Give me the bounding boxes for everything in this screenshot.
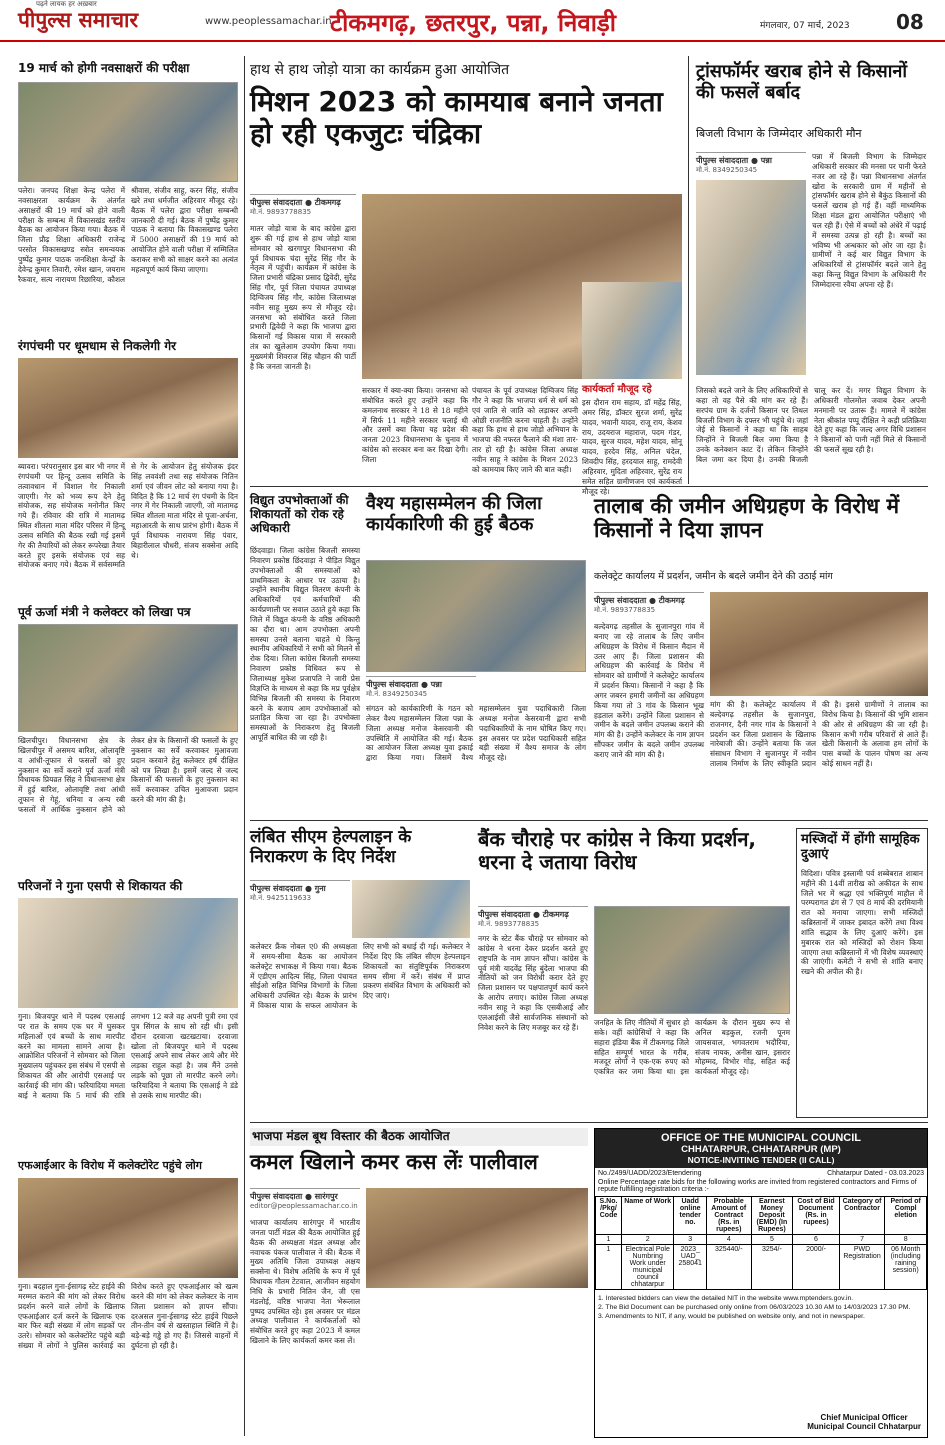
story-body: विदिशा। पवित्र इस्लामी पर्व शब्बेबरात शाबान महीने की 14वीं तारीख को अकीदत के साथ जिले भर में श्रद्धा एवं भक्तिपूर्ण माहौल में परम्परागत ढंग से 7 एवं 8 मार्च की दरमियानी रात को मनाया जाएगा। सभी मस्जिदों कब्रिस्तानों में जाकर इबादत करेंगे तथा विश्व शांति सद्भाव के लिए दुआएं करेंगे। इस मुबारक रात को मस्जिदों को रोशन किया जाएगा तथा कब्रिस्तानों में भी विशेष व्यवस्थाएं की जाएंगी। कमेटी ने सभी से शांति बनाए रखने की अपील की है। [801, 868, 923, 977]
byline: पीपुल्स संवाददाता ● पन्ना [366, 676, 476, 690]
story-heading: वैश्य महासम्मेलन की जिला कार्यकारिणी की हुई बैठक [366, 493, 542, 535]
table-cell: 2023_ UAD_ 258041 [674, 1245, 707, 1290]
lead-kicker: हाथ से हाथ जोड़ो यात्रा का कार्यक्रम हुआ आयोजित [250, 62, 510, 78]
tender-table [595, 1196, 927, 1290]
story-heading: विद्युत उपभोक्ताओं की शिकायतों को रोक रहे अधिकारी [250, 493, 349, 535]
col-number: 7 [839, 1235, 885, 1245]
story-kicker: भाजपा मंडल बूथ विस्तार की बैठक आयोजित [250, 1128, 588, 1146]
edition-cities: टीकमगढ़, छतरपुर, पन्ना, निवाड़ी [330, 9, 616, 37]
tender-ref: No./2499/UADD/2023/Etendering [598, 1170, 702, 1177]
newspaper-logo: पढ़ने लायक हर अख़बार पीपुल्स समाचार [18, 0, 139, 32]
story-body: गुना। बिजयपुर थाने में पदस्थ एसआई पर रात के समय एक घर में घुसकर महिलाओं एवं बच्चों के साथ मारपीट करने का मामला सामने आया है। आक्रोशित परिजनों ने सोमवार को जिला मुख्यालय पहुंचकर इस संबंध में एसपी से शिकायत की और आरोपी एसआई पर कार्रवाई की मांग की। फरियादिया ममता बाई ने बताया कि 5 मार्च की रात्रि लगभग 12 बजे वह अपनी पुत्री रमा एवं पुत्र सिंगल के साथ सो रही थी। इसी दौरान दरवाजा खटखटाया। दरवाजा खोला तो बिजयपुर थाने में पदस्थ एसआई अपने साथ लेकर आये और मेरे लड़का राहुल कहां है। जब मैंने उनसे लड़के को पूछा तो मारपीट करने लगे। फरियादिया ने बताया कि एसआई ने डंडे से उसके साथ मारपीट की। [18, 1012, 238, 1100]
story-heading: कमल खिलाने कमर कस लेंः पालीवाल [250, 1150, 538, 1174]
story-body: कलेक्टर फ्रैंक नोबल ए0 की अध्यक्षता में समय-सीमा बैठक का आयोजन कलेक्ट्रेट सभाकक्ष में किया गया। बैठक में एडीएम आदित्य सिंह, जिला पंचायत सीईओ सहित विभिन्न विभागों के जिला अधिकारी उपस्थित रहे। बैठक के प्रारंभ में विकास यात्रा के सफल आयोजन के लिए सभी को बधाई दी गई। कलेक्टर ने निर्देश दिए कि लंबित सीएम हेल्पलाइन शिकायतों का संतुष्टिपूर्वक निराकरण समय सीमा में करें। संबंध में प्राप्त प्रकरण संबंधित विभाग के अधिकारी को दिए जाएं। [250, 942, 470, 1011]
story-body: सरकार में क्या-क्या किया। जनसभा को संबोधित करते हुए उन्होंने कहा कि कमलनाथ सरकार ने 18 से 18 महीने में सिर्फ 11 महीने सरकार चलाई थी और उसमें क्या किया यह प्रदेश की जनता 2023 विधानसभा के चुनाव में कांग्रेस को सरकार बना कर दिखा देगी। जिला [362, 386, 468, 464]
byline: पीपुल्स संवाददाता ● टीकमगढ़ [478, 906, 588, 920]
col-number: 1 [596, 1235, 622, 1245]
lead-photo-stage [582, 282, 682, 379]
story-body: इस दौरान राम सहाय, डॉ महेंद्र सिंह, अमर सिंह, डॉक्टर सुरज शर्मा, सुरेंद्र यादव, भवानी यादव, राजू राय, केशव राय, उदयराज महाराज, पदम गंडर, यादव, सुरज यादव, महेश यादव, सोनू यादव, हरदेव सिंह, अनिल चंदेल, शिवदीप सिंह, हरदयाल साहू, रामदेवी अहिरवार, मुदिता अहिरवार, सुरेंद्र राय समेत सहित ग्रामीणजन एवं कार्यकर्ता मौजूद रहे। [582, 398, 682, 496]
story-heading: एफआईआर के विरोध में कलेक्टोरेट पहुंचे लोग [18, 1159, 202, 1172]
tender-title: NOTICE-INVITING TENDER (II CALL) [687, 1155, 835, 1165]
col-header: Name of Work [621, 1197, 673, 1235]
story-photo [594, 906, 790, 1014]
story-body: संगठन को कार्यकारिणी के गठन को लेकर वैश्य महासम्मेलन जिला पन्ना के जिला अध्यक्ष मनोज केसरवानी की उपस्थिति में आयोजित की गई। बैठक का आयोजन जिला अध्यक्ष युवा इकाई द्वारा किया गया। जिसमें वैश्य महासम्मेलन युवा पदाधिकारी जिला अध्यक्ष मनोज केसरवानी द्वारा सभी पदाधिकारियों के नाम घोषित किए गए। इस अवसर पर प्रदेश पदाधिकारी सहित बड़ी संख्या में वैश्य समाज के लोग मौजूद रहे। [366, 704, 586, 763]
reporter-mobile: मो.नं. 8349250345 [696, 166, 758, 174]
table-cell: 3254/- [751, 1245, 793, 1290]
story-body: मातर जोड़ो यात्रा के बाद कांग्रेस द्वारा शुरू की गई हाथ से हाथ जोड़ो यात्रा सोमवार को खरगापुर विधानसभा की पूर्व विधायक चंदा सुरेंद्र सिंह गौर के नेतृत्व में पहुंची। कार्यक्रम में कांग्रेस के जिला प्रभारी चंद्रिका प्रसाद द्विवेदी, सुरेंद्र सिंह गौर, पूर्व जिला पंचायत उपाध्यक्ष दिग्विजय सिंह गौर, कांग्रेस जिलाध्यक्ष नवीन साहू मुख्य रूप से मौजूद रहे। जनसभा को संबोधित करते जिला प्रभारी द्विवेदी ने कहा कि भाजपा द्वारा किसानों गई विकास यात्रा में सरकारी तंत्र का खुलेआम उपयोग किया गया। मुख्यमंत्री शिवराज सिंह चौहान की पार्टी है कि जनता जानती है। [250, 224, 356, 371]
table-cell: Electrical Pole Numbring Work under municipal council chhatarpur [621, 1245, 673, 1290]
story-photo [710, 592, 928, 696]
story-body: पन्ना में बिजली विभाग के जिम्मेदार अधिकारी सरकार की मनसा पर पानी फेरते नजर आ रहे हैं। पन्ना विधानसभा अंतर्गत खोरा के सरकारी ग्राम में महीनों से ट्रांसफॉर्मर खराब होने से बैकुंठ किसानों की फसलें खराब हो गई हैं। वहीं माध्यमिक शिक्षा मंडल द्वारा आयोजित परीक्षाएं भी चल रही हैं। ऐसे में बच्चों को अंधेरे में पढ़ाई में समस्या उत्पन्न हो रही है। बच्चों का भविष्य भी अन्धकार को ओर जा रहा है। ग्रामीणों ने कई बार विद्युत विभाग के अधिकारियों से ट्रांसफॉर्मर बदले जाने हेतु कहा किन्तु विद्युत विभाग के अधिकारी गैर जिम्मेदारना रवैया अपना रहे हैं। [812, 152, 926, 289]
column-divider [244, 56, 245, 1436]
col-header: Category of Contractor [839, 1197, 885, 1235]
reporter-mobile: मो.नं. 9893778835 [478, 920, 540, 928]
row-divider [250, 1122, 928, 1123]
story-body: पलेरा। जनपद शिक्षा केन्द्र पलेरा में नवसाक्षरता कार्यक्रम के अंतर्गत असाक्षरों की 19 मार्च को होने वाली परीक्षा के सम्बन्ध में विकासखंड स्तरीय बैठक का आयोजन किया गया। बैठक में जिला प्रौढ़ शिक्षा अधिकारी राजेन्द्र परसोत विकासखण्ड स्त्रोत समन्वयक पुष्पेंद्र कुमार पाठक जनशिक्षा केन्द्रों के देवेन्द्र कुमार तिवारी, रमेश खान, जयराम रैकवार, सत्य नारायण रिछारिया, कौशल श्रीवास, संजीव साहू, करन सिंह, संजीव खरे तथा धर्मजीत अहिरवार मौजूद रहे। बैठक में पलेरा द्वारा परीक्षा सम्बन्धी जानकारी दी गई। बैठक में पुष्पेंद्र कुमार पाठक ने बताया कि विकासखण्ड पलेरा में 5000 असाक्षरों की 19 मार्च को आयोजित होने वाली परीक्षा में सम्मिलित कराकर सभी को साक्षर करने का अत्यंत महत्वपूर्ण कार्य किया जाएगा। [18, 186, 238, 284]
story-heading: रंगपंचमी पर धूमधाम से निकलेगी गेर [18, 339, 176, 353]
col-header: Cost of Bid Document (Rs. in rupees) [793, 1197, 840, 1235]
col-header: Period of Compl eletion [885, 1197, 927, 1235]
tender-city: CHHATARPUR, CHHATARPUR (MP) [681, 1144, 841, 1155]
col-number: 5 [751, 1235, 793, 1245]
story-photo [352, 880, 470, 938]
tender-note: 1. Interested bidders can view the detailed NIT in the website www.mptenders.gov.in. [598, 1295, 854, 1302]
story-body: जिसको बदले जाने के लिए अधिकारियों से कहा तो वह पैसे की मांग कर रहे हैं। सरपंच ग्राम के दर्जनों किसान पर तिथल बिजली विभाग के दफ्तर भी पहुंचे थे। जहां जेई से किसानों ने कहा था कि साहब जिन्होंने ने बिजली बिल जमा किया है उनके कनेक्शन काट दें। लेकिन जिन्होंने बिल जमा कर दिया है। उनकी बिजली चालू कर दें। मगर विद्युत विभाग के अधिकारी गोलमोल जवाब देकर अपनी मनमानी पर उतारू हैं। मामले में कांग्रेस नेता श्रीकांत पप्पू दीक्षित ने कड़ी प्रतिक्रिया देते हुए कहा कि जल्द अगर विधि प्रशासन ने किसानों को पानी नहीं मिले से किसानों की फसलें सूख रही है। [696, 386, 926, 464]
story-body: पंचायत के पूर्व उपाध्यक्ष दिग्विजय सिंह गौर ने कहा कि भाजपा धर्म से धर्म को एवं जाति से जाति को लड़ाकर अपनी ओछी राजनीति करना चाहती है। उन्होंने कहा कि हाथ से हाथ जोड़ो अभियान के भाजपा की नफरत फैलाने की मंशा तार-तार हो रही है। कांग्रेस जिला अध्यक्ष नवीन साहू ने कांग्रेस के मिशन 2023 को कामयाब किए जाने की बात कही। [472, 386, 578, 474]
table-cell: 1 [596, 1245, 622, 1290]
subheading: कार्यकर्ता मौजूद रहे [582, 384, 652, 395]
story-photo [18, 898, 238, 1008]
tender-notice [594, 1128, 928, 1438]
col-number: 6 [793, 1235, 840, 1245]
story-body: मांग की है। कलेक्ट्रेट कार्यालय में बल्देवगढ़ तहसील के सुजानपुरा, राजनगर, दैनी नगर गांव के किसानों ने प्रदर्शन कर जिला प्रशासन के खिलाफ नारेबाजी की। उन्होंने बताया कि जल संसाधन विभाग ने सुजानपुर में नवीन तालाब निर्माण के लिए स्वीकृति प्रदान की है। इससे ग्रामीणों ने तालाब का विरोध किया है। किसानों की भूमि शासन की ओर से अधिग्रहण की जा रही है। किसान कभी गरीब परिवारों से आते हैं। खेती किसानी के अलावा हम लोगों के पास बच्चों के पालन पोषण का अन्य कोई साधन नहीं है। [710, 700, 928, 769]
lead-headline: मिशन 2023 को कामयाब बनाने जनता हो रही एकजुटः चंद्रिका [250, 85, 663, 151]
story-body: खिलचीपुर। विधानसभा क्षेत्र के खिलचीपुर में असमय बारिश, ओलावृष्टि व आंधी-तूफान से फसलों को हुए नुकसान का सर्वे कराने पूर्व ऊर्जा मंत्री विधायक प्रियव्रत सिंह ने विधानसभा क्षेत्र में हुई बारिश, ओलावृष्टि तथा आंधी तूफान से गेहूं, धनिया व अन्य रबी फसलों में आर्थिक नुकसान होने को लेकर क्षेत्र के किसानों की फसलों के हुए नुकसान का सर्वे करवाकर मुआवजा प्रदान करवाने हेतु कलेक्टर हर्ष दीक्षित को पत्र लिखा है। इसमें जल्द से जल्द किसानों की फसलों के हुए नुकसान का सर्वे करवाकर उचित मुआवजा प्रदान करने की मांग की है। [18, 736, 238, 814]
story-body: भाजपा कार्यालय सारंगपुर में भारतीय जनता पार्टी मंडल की बैठक आयोजित हुई बैठक की अध्यक्षता मंडल अध्यक्ष और नवाचक पंकज पालीवाल ने की। बैठक में मुख्य अतिथि जिला उपाध्यक्ष अक्षय सक्सेना थे। विशेष अतिथि के रूप में पूर्व विधायक गौतम टेटवाल, आजीवन सहयोग निधि के प्रभारी नितिन जैन, जी एस मंडलोई, वरिष्ठ भाजपा नेता भेरूलाल पुष्पद उपस्थित रहे। इस अवसर पर मंडल अध्यक्ष पालीवाल ने कार्यकर्ताओं को संबोधित करते हुए कहा 2023 में कमल खिलाने के लिए कार्यकर्ता कमर कस लें। [250, 1218, 360, 1346]
story-body: जनहित के लिए नीतियों में सुधार हो सके। वहीं कांग्रेसियों ने कहा कि सहारा इंडिया बैंक में टीकमगढ़ जिले सहित सम्पूर्ण भारत के गरीब, मजदूर लोगों ने एक-एक रुपए को एकत्रित कर जमा किया था। इस कार्यक्रम के दौरान मुख्य रूप से अनिल बड़कुल, रजनी पूनम जायसवाल, भगवतराम भदौरिया, संजय नायक, अनीस खान, इसरार मोहम्मद, विभोर गोड़, सहित कई कार्यकर्ता मौजूद रहे। [594, 1018, 790, 1077]
story-heading: 19 मार्च को होगी नवसाक्षरों की परीक्षा [18, 61, 190, 75]
story-subheading: कलेक्ट्रेट कार्यालय में प्रदर्शन, जमीन के बदले जमीन देने की उठाई मांग [594, 571, 833, 582]
byline: पीपुल्स संवाददाता ● टीकमगढ़ [594, 592, 704, 606]
story-heading: ट्रांसफॉर्मर खराब होने से किसानों की फसलें बर्बाद [696, 61, 908, 103]
byline: पीपुल्स संवाददाता ● सारंगपुर [250, 1188, 360, 1202]
reporter-mobile: मो.नं. 9425119633 [250, 894, 312, 902]
col-number: 3 [674, 1235, 707, 1245]
page-number: 08 [896, 10, 924, 34]
story-heading: बैंक चौराहे पर कांग्रेस ने किया प्रदर्शन, धरना दे जताया विरोध [478, 827, 757, 874]
column-divider [688, 56, 689, 484]
issue-date: मंगलवार, 07 मार्च, 2023 [760, 21, 850, 31]
story-heading: परिजनों ने गुना एसपी से शिकायत की [18, 879, 183, 893]
story-heading: पूर्व ऊर्जा मंत्री ने कलेक्टर को लिखा पत्र [18, 605, 191, 619]
story-body: छिंदवाड़ा। जिला कांग्रेस बिजली समस्या निवारण प्रकोष्ठ छिंदवाड़ा ने पीड़ित विद्युत उपभोक्ताओं की समस्याओं को प्राथमिकता के आधार पर उठाया है। उन्होंने स्थानीय विद्युत वितरण कंपनी के अधिकारियों एवं कर्मचारियों की कार्यप्रणाली पर सवाल उठाते हुये कहा कि जिले में विद्युत कंपनी के वरिष्ठ अधिकारी का दौरा था। आम उपभोक्ता अपनी समस्या उनसे बताना चाहते थे किन्तु स्थानीय अधिकारियों ने सभी को मिलने से रोक दिया। जिला कांग्रेस बिजली समस्या निवारण प्रकोष्ठ विधिवत रूप से जिलाध्यक्ष मुकेश प्रजापति ने जारी प्रेस विज्ञप्ति के माध्यम से कहा कि मप्र पूर्वक्षेत्र विभिन्न बिजली की समस्या के निवारण करने के बजाय आम उपभोक्ताओं को प्रताड़ित किया जा रहा है। उपभोक्ता समस्याओं के निराकरण हेतु बिजली आपूर्ति बाधित की जा रही है। [250, 546, 360, 743]
col-header: Probable Amount of Contract (Rs. in rupees) [707, 1197, 752, 1235]
table-cell: PWD Registration [839, 1245, 885, 1290]
table-cell: 2000/- [793, 1245, 840, 1290]
col-header: S.No. /Pkg/ Code [596, 1197, 622, 1235]
story-body: गुना। बदहाल गुना-ईसागढ़ स्टेट हाईवे की मरम्मत कराने की मांग को लेकर विरोध प्रदर्शन करने वाले लोगों के खिलाफ एफआईआर दर्ज करने के खिलाफ एक बार फिर बड़ी संख्या में लोग सड़कों पर उतरे। सोमवार को कलेक्टोरेट पहुंचे बड़ी संख्या में लोगों ने पुलिस कार्रवाई का विरोध करते हुए एफआईआर को खत्म करने की मांग को लेकर कलेक्टर के नाम जिला प्रशासन को ज्ञापन सौंपा। दरअसल गुना-ईसागढ़ स्टेट हाईवे पिछले तीन-तीन वर्ष से खस्ताहाल स्थिति में है। बड़े-बड़े गड्ढे हो गए हैं। जिससे वाहनों में दुर्घटना हो रही है। [18, 1282, 238, 1351]
tender-note: 3. Amendments to NIT, if any, would be published on website only, and not in newspaper. [598, 1313, 865, 1321]
story-subheading: बिजली विभाग के जिम्मेदार अधिकारी मौन [696, 127, 862, 140]
tender-intro: Online Percentage rate bids for the following works are invited from registered contractors and Firms of repute fulfilling registration criteria :- [598, 1179, 917, 1193]
masthead [0, 0, 945, 42]
story-photo-transformer [696, 180, 806, 375]
reporter-mobile: मो.नं. 9893778835 [594, 606, 656, 614]
story-photo [18, 82, 238, 182]
reporter-mobile: मो.नं. 8349250345 [366, 690, 428, 698]
tender-office: OFFICE OF THE MUNICIPAL COUNCIL [660, 1132, 862, 1144]
masjid-box [796, 828, 928, 1118]
logo-tagline: पढ़ने लायक हर अख़बार [36, 0, 97, 8]
story-body: ब्यावरा। परंपरानुसार इस बार भी नगर में रंगपंचमी पर हिन्दू उत्सव समिति के तत्वावधान में विशाल गेर निकाली जाएगी। गेर को भव्य रूप देने हेतु संयोजक, सह संयोजक मनोनीत किए गये हैं। रविवार की रात्रि में मातामढ़ स्थित शीतला माता मंदिर परिसर में हिन्दू उत्सव समिति की बैठक रखी गई इसमें गेर की तैयारियों को लेकर रूपरेखा तैयार करते हुए इसके संयोजक एवं सह संयोजक बनाए गये। बैठक में सर्वसम्मति से गेर के आयोजन हेतु संयोजक इंदर सिंह लववंशी तथा सह संयोजक नितिन शर्मा एवं जीवन लोट को बनाया गया है। विदित है कि 12 मार्च रंग पंचमी के दिन नगर में गेर निकाली जाएगी, जो मातामढ़ स्थित शीतला माता मंदिर से पूजा-अर्चना, महाआरती के साथ प्रारंभ होगी। बैठक में पूर्व विधायक नारायण सिंह पंवार, बिहारीलाल चौधरी, संजय सक्सेना आदि थे। [18, 462, 238, 570]
story-photo [18, 358, 238, 458]
reporter-email[interactable]: editor@peoplessamachar.co.in [250, 1202, 358, 1210]
col-number: 4 [707, 1235, 752, 1245]
tender-signatory: Chief Municipal Officer [820, 1413, 908, 1422]
website-url[interactable]: www.peoplessamachar.in [205, 16, 332, 27]
story-body: नगर के स्टेट बैंक चौराहे पर सोमवार को कांग्रेस ने धरना देकर प्रदर्शन करते हुए राष्ट्रपति के नाम ज्ञापन सौंपा। कांग्रेस के पूर्व मंत्री यादवेंद्र सिंह बुंदेला भाजपा की नीतियों को जन विरोधी करार देते हुए जिला प्रशासन पर पक्षपातपूर्ण कार्य करने के आरोप लगाए। कांग्रेस जिला अध्यक्ष नवीन साहू ने कहा कि एसबीआई और एलआईसी जैसे सार्वजनिक संस्थानों को निवेश करने के लिए मजबूर कर रहे हैं। [478, 934, 588, 1032]
tender-signatory-office: Municipal Council Chhatarpur [807, 1422, 921, 1431]
row-divider [250, 820, 928, 821]
col-number: 2 [621, 1235, 673, 1245]
byline: पीपुल्स संवाददाता ● पन्ना [696, 152, 806, 166]
story-photo [18, 624, 238, 732]
col-header: Earnest Money Deposit (EMD) (In Rupees) [751, 1197, 793, 1235]
col-number: 8 [885, 1235, 927, 1245]
story-photo [366, 1188, 588, 1288]
story-photo [18, 1178, 238, 1278]
table-cell: 325440/- [707, 1245, 752, 1290]
story-heading: लंबित सीएम हेल्पलाइन के निराकरण के दिए निर्देश [250, 827, 412, 867]
byline: पीपुल्स संवाददाता ● टीकमगढ़ [250, 194, 356, 208]
col-header: Uadd online tender no. [674, 1197, 707, 1235]
story-photo [366, 560, 586, 672]
table-cell: 06 Month (including raining session) [885, 1245, 927, 1290]
story-body: बल्देवगढ़ तहसील के सुजानपुरा गांव में बनाए जा रहे तालाब के लिए जमीन अधिग्रहण के विरोध में किसान मैदान में उतर आए हैं। जिला प्रशासन की अधिग्रहण की कार्रवाई के विरोध में सोमवार को ग्रामीणों ने कलेक्ट्रेट कार्यालय में प्रदर्शन किया। किसानों ने कहा है कि अगर जबरन हमारी जमीनों का अधिग्रहण किया गया तो 3 गांव के किसान भूख हड़ताल करेंगे। उन्होंने जिला प्रशासन से जमीन के बदले जमीन उपलब्ध कराने की मांग की है। उन्होंने कलेक्टर के नाम ज्ञापन सौंपकर जमीन के बदले जमीन उपलब्ध कराए जाने की मांग की है। [594, 622, 704, 759]
byline: पीपुल्स संवाददाता ● गुना [250, 880, 350, 894]
story-heading: मस्जिदों में होंगी सामूहिक दुआएं [801, 832, 920, 862]
row-divider [250, 486, 928, 487]
reporter-mobile: मो.नं. 9893778835 [250, 208, 312, 216]
story-heading: तालाब की जमीन अधिग्रहण के विरोध में किसानों ने दिया ज्ञापन [594, 494, 900, 543]
tender-date: Chhatarpur Dated - 03.03.2023 [827, 1170, 924, 1177]
tender-note: 2. The Bid Document can be purchased only online from 06/03/2023 10.30 AM to 14/03/2023 17.30 PM. [598, 1304, 911, 1312]
